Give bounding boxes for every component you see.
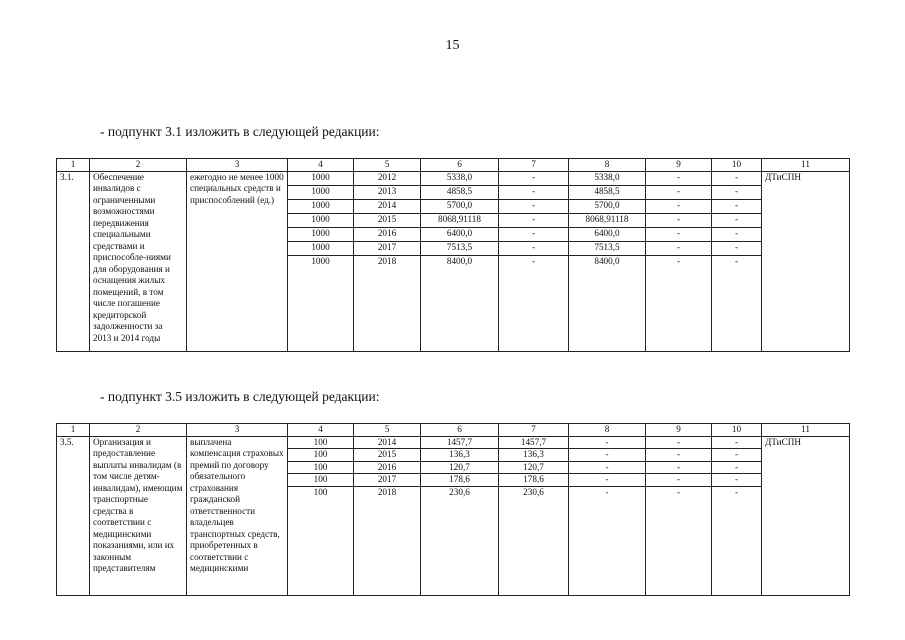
column-number: 10 [712, 424, 762, 437]
cell-c8: 7513,5 [569, 241, 646, 255]
cell-c10: - [712, 436, 762, 449]
cell-c7: - [499, 213, 569, 227]
responsible-executor: ДТиСПН [762, 436, 850, 595]
cell-c5: 2018 [354, 486, 421, 595]
cell-c4: 1000 [288, 241, 354, 255]
column-number: 5 [354, 424, 421, 437]
cell-c10: - [712, 185, 762, 199]
cell-c4: 1000 [288, 255, 354, 351]
column-number: 9 [646, 424, 712, 437]
section-heading-3-5: - подпункт 3.5 изложить в следующей редакции: [100, 389, 380, 404]
cell-c4: 100 [288, 436, 354, 449]
cell-c10: - [712, 255, 762, 351]
cell-c8: 5700,0 [569, 199, 646, 213]
cell-c10: - [712, 199, 762, 213]
table-row [57, 436, 850, 449]
cell-c10: - [712, 241, 762, 255]
cell-c6: 4858,5 [421, 185, 499, 199]
cell-c7: - [499, 227, 569, 241]
cell-c4: 100 [288, 461, 354, 474]
cell-c5: 2016 [354, 227, 421, 241]
item-indicator: выплачена компенсация страховых премий по договору обязательного страхования гражданской ответственности владельцев транспортных средств, приобретенных в соответствии с медицинскими [187, 436, 288, 595]
column-number: 6 [421, 159, 499, 172]
column-number: 9 [646, 159, 712, 172]
cell-c7: 178,6 [499, 474, 569, 487]
table-row [57, 171, 850, 185]
cell-c5: 2017 [354, 241, 421, 255]
table-subpoint-3-1 [56, 158, 850, 352]
cell-c8: - [569, 449, 646, 462]
cell-c5: 2014 [354, 436, 421, 449]
column-number: 2 [90, 424, 187, 437]
column-number-row [57, 424, 850, 437]
cell-c9: - [646, 486, 712, 595]
cell-c8: - [569, 461, 646, 474]
cell-c8: - [569, 474, 646, 487]
cell-c5: 2013 [354, 185, 421, 199]
cell-c7: 136,3 [499, 449, 569, 462]
column-number: 8 [569, 424, 646, 437]
item-description: Обеспечение инвалидов с ограниченными возможностями передвижения специальными средствами и приспособле-ниями для оборудования и оснащения жилых помещений, в том числе погашение кредиторской задолженности за 2013 и 2014 годы [90, 171, 187, 351]
cell-c9: - [646, 213, 712, 227]
column-number: 3 [187, 159, 288, 172]
column-number: 11 [762, 424, 850, 437]
column-number: 7 [499, 159, 569, 172]
column-number: 8 [569, 159, 646, 172]
cell-c4: 100 [288, 486, 354, 595]
cell-c7: - [499, 171, 569, 185]
cell-c10: - [712, 171, 762, 185]
cell-c7: - [499, 185, 569, 199]
cell-c9: - [646, 241, 712, 255]
cell-c7: 1457,7 [499, 436, 569, 449]
cell-c9: - [646, 474, 712, 487]
cell-c7: - [499, 255, 569, 351]
cell-c6: 6400,0 [421, 227, 499, 241]
column-number: 1 [57, 159, 90, 172]
column-number: 2 [90, 159, 187, 172]
cell-c7: - [499, 241, 569, 255]
cell-c8: 8068,91118 [569, 213, 646, 227]
cell-c7: - [499, 199, 569, 213]
cell-c9: - [646, 185, 712, 199]
cell-c4: 100 [288, 474, 354, 487]
cell-c6: 8400,0 [421, 255, 499, 351]
cell-c9: - [646, 255, 712, 351]
cell-c9: - [646, 449, 712, 462]
cell-c6: 5338,0 [421, 171, 499, 185]
cell-c8: 6400,0 [569, 227, 646, 241]
cell-c6: 120,7 [421, 461, 499, 474]
column-number: 3 [187, 424, 288, 437]
cell-c4: 1000 [288, 171, 354, 185]
cell-c9: - [646, 171, 712, 185]
item-number: 3.5. [57, 436, 90, 595]
cell-c5: 2018 [354, 255, 421, 351]
item-description: Организация и предоставление выплаты инвалидам (в том числе детям-инвалидам), имеющим транспортные средства в соответствии с медицинскими показаниями, или их законным представителям [90, 436, 187, 595]
cell-c9: - [646, 461, 712, 474]
cell-c10: - [712, 449, 762, 462]
cell-c7: 230,6 [499, 486, 569, 595]
cell-c4: 1000 [288, 227, 354, 241]
column-number: 6 [421, 424, 499, 437]
cell-c5: 2016 [354, 461, 421, 474]
cell-c10: - [712, 227, 762, 241]
cell-c9: - [646, 199, 712, 213]
cell-c9: - [646, 227, 712, 241]
responsible-executor: ДТиСПН [762, 171, 850, 351]
cell-c8: - [569, 486, 646, 595]
cell-c8: 8400,0 [569, 255, 646, 351]
cell-c5: 2014 [354, 199, 421, 213]
item-indicator: ежегодно не менее 1000 специальных средств и приспособлений (ед.) [187, 171, 288, 351]
cell-c5: 2015 [354, 449, 421, 462]
cell-c6: 7513,5 [421, 241, 499, 255]
cell-c6: 5700,0 [421, 199, 499, 213]
cell-c10: - [712, 213, 762, 227]
cell-c6: 8068,91118 [421, 213, 499, 227]
column-number: 4 [288, 424, 354, 437]
table-body [57, 424, 850, 596]
table-body [57, 159, 850, 352]
table-subpoint-3-5 [56, 423, 850, 596]
cell-c5: 2012 [354, 171, 421, 185]
cell-c10: - [712, 474, 762, 487]
column-number: 11 [762, 159, 850, 172]
cell-c6: 136,3 [421, 449, 499, 462]
column-number: 7 [499, 424, 569, 437]
cell-c10: - [712, 461, 762, 474]
cell-c5: 2015 [354, 213, 421, 227]
item-number: 3.1. [57, 171, 90, 351]
cell-c8: - [569, 436, 646, 449]
page-number: 15 [445, 38, 460, 53]
column-number: 4 [288, 159, 354, 172]
cell-c4: 1000 [288, 185, 354, 199]
cell-c6: 1457,7 [421, 436, 499, 449]
column-number: 10 [712, 159, 762, 172]
cell-c6: 230,6 [421, 486, 499, 595]
cell-c7: 120,7 [499, 461, 569, 474]
cell-c6: 178,6 [421, 474, 499, 487]
cell-c5: 2017 [354, 474, 421, 487]
column-number: 5 [354, 159, 421, 172]
cell-c4: 1000 [288, 199, 354, 213]
cell-c4: 1000 [288, 213, 354, 227]
column-number: 1 [57, 424, 90, 437]
cell-c8: 4858,5 [569, 185, 646, 199]
cell-c4: 100 [288, 449, 354, 462]
cell-c8: 5338,0 [569, 171, 646, 185]
section-heading-3-1: - подпункт 3.1 изложить в следующей редакции: [100, 124, 380, 139]
cell-c9: - [646, 436, 712, 449]
column-number-row [57, 159, 850, 172]
cell-c10: - [712, 486, 762, 595]
